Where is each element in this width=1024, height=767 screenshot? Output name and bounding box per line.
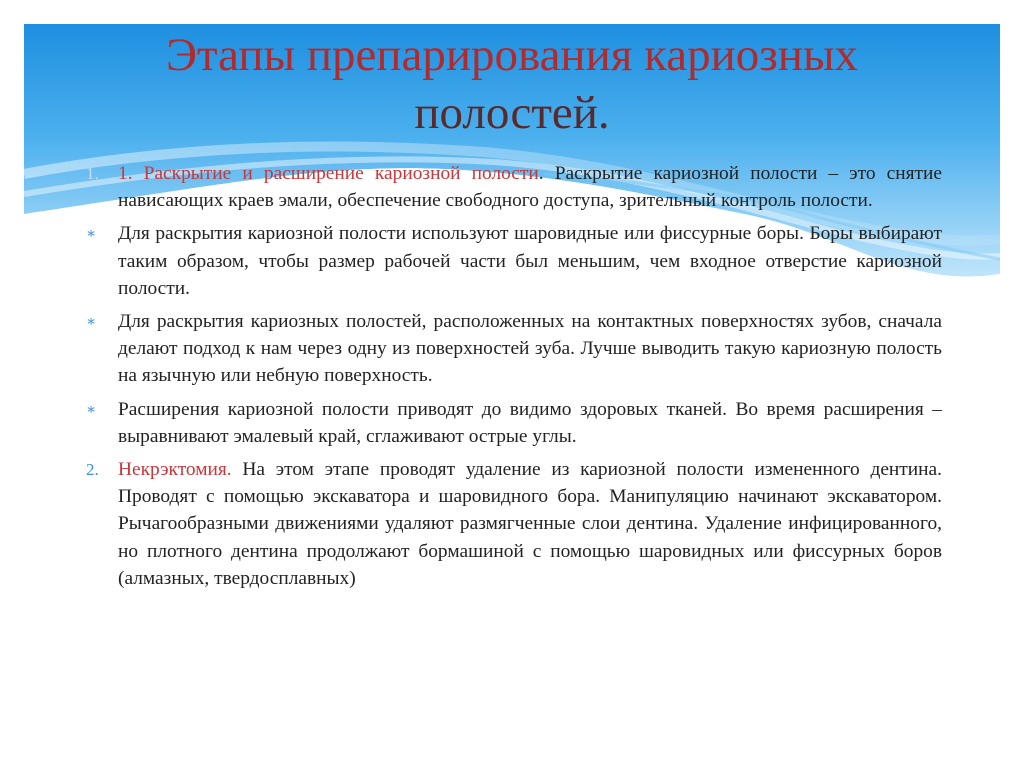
list-number: 1. — [86, 164, 99, 183]
list-item-1 — [86, 160, 942, 214]
item-text: Для раскрытия кариозной полости используют шаровидные или фиссурные боры. Боры выбирают таким образом, чтобы размер рабочей части был меньшим, чем входное отверстие кариозной полости. — [118, 223, 942, 299]
slide — [24, 24, 1000, 744]
list-item-4 — [86, 396, 942, 450]
bullet-star-icon: ∗ — [86, 226, 97, 243]
list-number: 2. — [86, 460, 99, 480]
list-item-3 — [86, 308, 942, 390]
list-item-5 — [86, 456, 942, 592]
title-line-1: Этапы препарирования кариозных — [165, 29, 859, 81]
title-line-2: полостей. — [414, 87, 610, 139]
slide-title — [104, 26, 920, 142]
item-heading: Некрэктомия. — [118, 459, 232, 481]
bullet-star-icon: ∗ — [86, 401, 97, 418]
slide-body — [86, 160, 942, 598]
bullet-star-icon: ∗ — [86, 314, 97, 331]
item-text: Для раскрытия кариозных полостей, расположенных на контактных поверхностях зубов, сначала делают подход к нам через одну из поверхностей зуба. Лучше выводить такую кариозную полость на язычную или небную поверхность. — [118, 311, 942, 387]
item-text: На этом этапе проводят удаление из кариозной полости измененного дентина. Проводят с помощью экскаватора и шаровидного бора. Манипуляцию начинают экскаватором. Рычагообразными движениями удаляют размягченные слои дентина. Удаление инфицированного, но плотного дентина продолжают бормашиной с помощью шаровидных или фиссурных боров (алмазных, твердосплавных) — [118, 459, 942, 589]
item-text: Расширения кариозной полости приводят до видимо здоровых тканей. Во время расширения – выравнивают эмалевый край, сглаживают острые углы. — [118, 398, 942, 447]
item-heading: 1. Раскрытие и расширение кариозной полости — [118, 163, 539, 184]
item-text: . Раскрытие кариозной полости – это снятие нависающих краев эмали, обеспечение свободного доступа, зрительный контроль полости. — [118, 163, 943, 212]
list-item-2 — [86, 220, 942, 302]
